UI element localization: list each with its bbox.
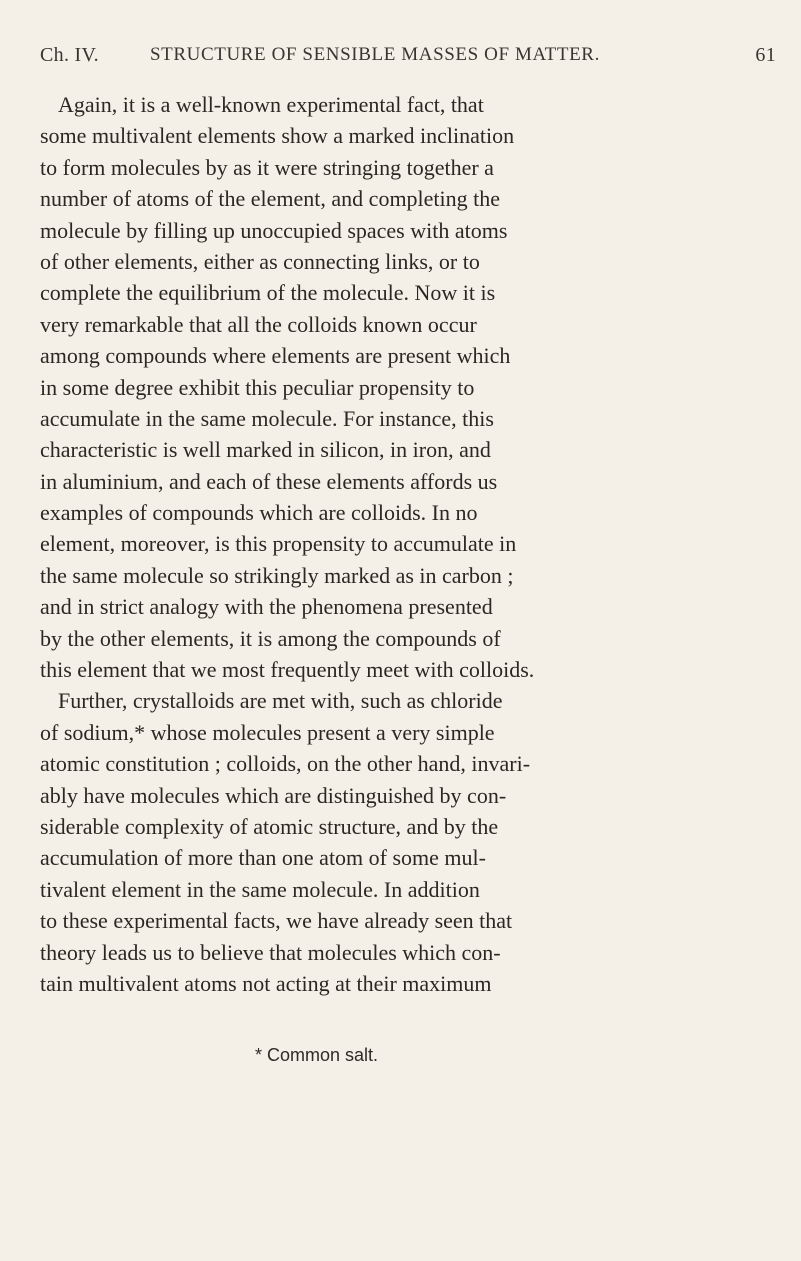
text-line: examples of compounds which are colloids. In no bbox=[40, 500, 478, 526]
text-line: to these experimental facts, we have already seen that bbox=[40, 908, 513, 934]
text-line: characteristic is well marked in silicon, in iron, and bbox=[40, 437, 491, 463]
text-line: element, moreover, is this propensity to accumulate in bbox=[40, 531, 517, 557]
text-line: of other elements, either as connecting links, or to bbox=[40, 248, 480, 274]
text-line: Again, it is a well-known experimental fact, that bbox=[58, 92, 484, 117]
text-line: theory leads us to believe that molecules which con- bbox=[40, 939, 501, 965]
text-line: number of atoms of the element, and completing the bbox=[40, 186, 501, 212]
text-line: by the other elements, it is among the compounds of bbox=[40, 625, 501, 651]
text-line: and in strict analogy with the phenomena presented bbox=[40, 594, 493, 620]
running-head bbox=[40, 44, 780, 74]
text-line: ably have molecules which are distinguished by con- bbox=[40, 782, 507, 808]
footnote: * Common salt. bbox=[255, 1045, 379, 1065]
text-line: some multivalent elements show a marked inclination bbox=[40, 123, 515, 149]
running-title: STRUCTURE OF SENSIBLE MASSES OF MATTER. bbox=[150, 44, 600, 65]
text-line: of sodium,* whose molecules present a very simple bbox=[40, 719, 495, 745]
text-line: accumulate in the same molecule. For instance, this bbox=[40, 405, 494, 431]
text-line: Further, crystalloids are met with, such as chloride bbox=[58, 688, 503, 714]
text-line: in some degree exhibit this peculiar propensity to bbox=[40, 374, 475, 400]
text-line: the same molecule so strikingly marked as in carbon ; bbox=[40, 562, 514, 588]
body-text bbox=[40, 89, 780, 999]
text-line: tivalent element in the same molecule. In addition bbox=[40, 876, 480, 902]
text-line: this element that we most frequently meet with colloids. bbox=[40, 657, 535, 683]
text-line: tain multivalent atoms not acting at their maximum bbox=[40, 970, 492, 996]
chapter-label: Ch. IV. bbox=[40, 44, 99, 66]
text-line: to form molecules by as it were stringing together a bbox=[40, 154, 494, 180]
page-number: 61 bbox=[755, 44, 776, 66]
text-line: atomic constitution ; colloids, on the other hand, invari- bbox=[40, 751, 531, 777]
text-line: molecule by filling up unoccupied spaces with atoms bbox=[40, 217, 508, 243]
text-line: accumulation of more than one atom of some mul- bbox=[40, 845, 486, 871]
text-line: complete the equilibrium of the molecule. Now it is bbox=[40, 280, 496, 306]
text-line: siderable complexity of atomic structure, and by the bbox=[40, 813, 499, 839]
text-line: among compounds where elements are present which bbox=[40, 343, 511, 369]
text-line: in aluminium, and each of these elements affords us bbox=[40, 468, 498, 494]
text-line: very remarkable that all the colloids known occur bbox=[40, 311, 477, 337]
